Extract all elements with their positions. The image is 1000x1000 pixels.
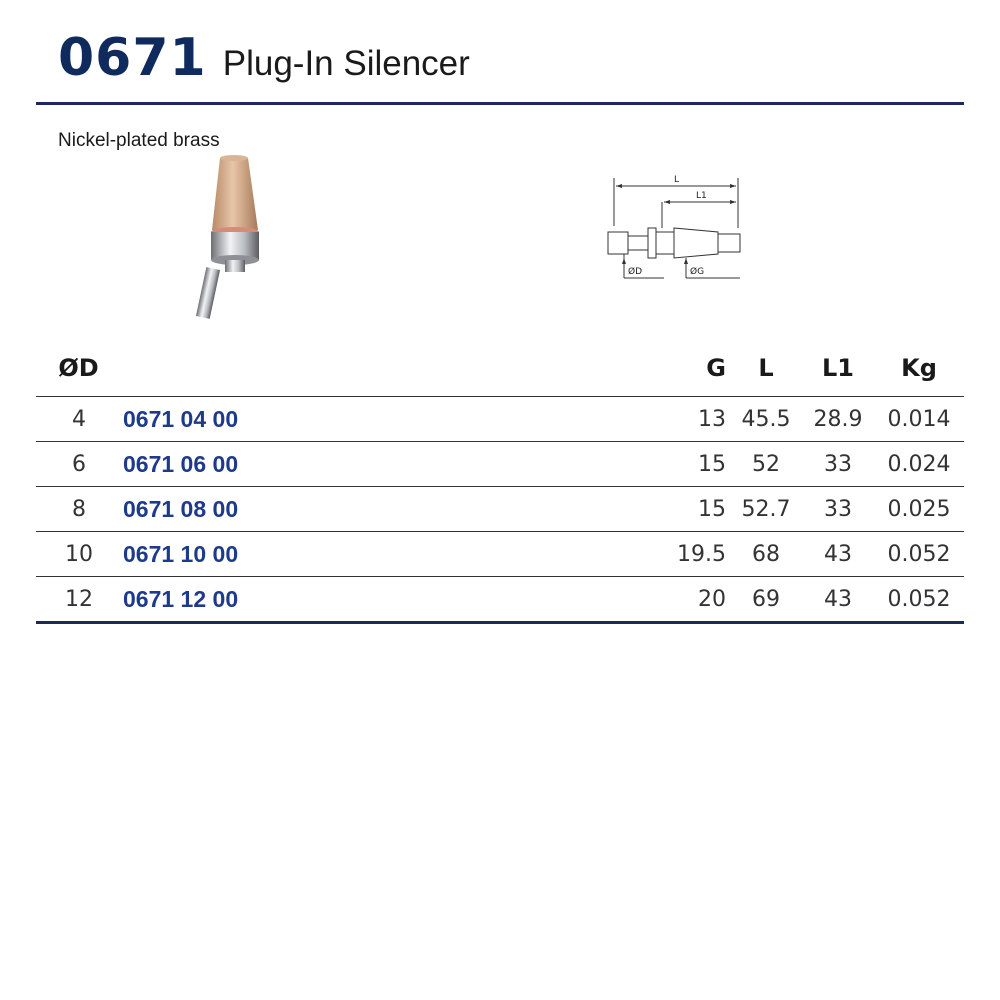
cell-d: 4 (36, 397, 122, 442)
dim-label-g: ØG (690, 267, 705, 277)
table-row (36, 442, 964, 487)
cell-g: 15 (665, 442, 730, 487)
cell-l1: 33 (802, 442, 874, 487)
table-row (36, 532, 964, 577)
technical-drawing (600, 168, 760, 288)
dim-label-l1: L1 (696, 191, 707, 201)
cell-l: 69 (730, 577, 802, 623)
header-d: ØD (58, 354, 99, 382)
header-code (122, 340, 665, 397)
cell-d: 8 (36, 487, 122, 532)
cell-g: 20 (665, 577, 730, 623)
cell-g: 13 (665, 397, 730, 442)
cell-l: 68 (730, 532, 802, 577)
cell-code[interactable]: 0671 10 00 (122, 532, 665, 577)
cell-l1: 43 (802, 577, 874, 623)
cell-kg: 0.025 (874, 487, 964, 532)
cell-l: 45.5 (730, 397, 802, 442)
cell-code[interactable]: 0671 08 00 (122, 487, 665, 532)
header-kg: Kg (901, 354, 937, 382)
product-code: 0671 (58, 28, 207, 88)
cell-code[interactable]: 0671 04 00 (122, 397, 665, 442)
cell-g: 15 (665, 487, 730, 532)
dim-label-d: ØD (628, 267, 643, 277)
cell-g: 19.5 (665, 532, 730, 577)
cell-code[interactable]: 0671 06 00 (122, 442, 665, 487)
table-row (36, 397, 964, 442)
cell-kg: 0.024 (874, 442, 964, 487)
cell-l: 52 (730, 442, 802, 487)
cell-d: 6 (36, 442, 122, 487)
dim-label-l: L (674, 175, 680, 185)
cell-l: 52.7 (730, 487, 802, 532)
product-photo (180, 150, 280, 330)
material-label: Nickel-plated brass (58, 130, 220, 151)
cell-l1: 28.9 (802, 397, 874, 442)
cell-kg: 0.014 (874, 397, 964, 442)
cell-code[interactable]: 0671 12 00 (122, 577, 665, 623)
table-row (36, 577, 964, 623)
header-l: L (758, 354, 774, 382)
table-row (36, 487, 964, 532)
table-header-row (36, 340, 964, 397)
cell-d: 10 (36, 532, 122, 577)
product-title: Plug-In Silencer (222, 44, 470, 83)
cell-d: 12 (36, 577, 122, 623)
spec-table (36, 340, 964, 624)
header-g: G (706, 354, 726, 382)
cell-kg: 0.052 (874, 577, 964, 623)
header-divider (36, 102, 964, 105)
cell-kg: 0.052 (874, 532, 964, 577)
cell-l1: 33 (802, 487, 874, 532)
header-l1: L1 (822, 354, 854, 382)
page-header (58, 28, 470, 88)
cell-l1: 43 (802, 532, 874, 577)
